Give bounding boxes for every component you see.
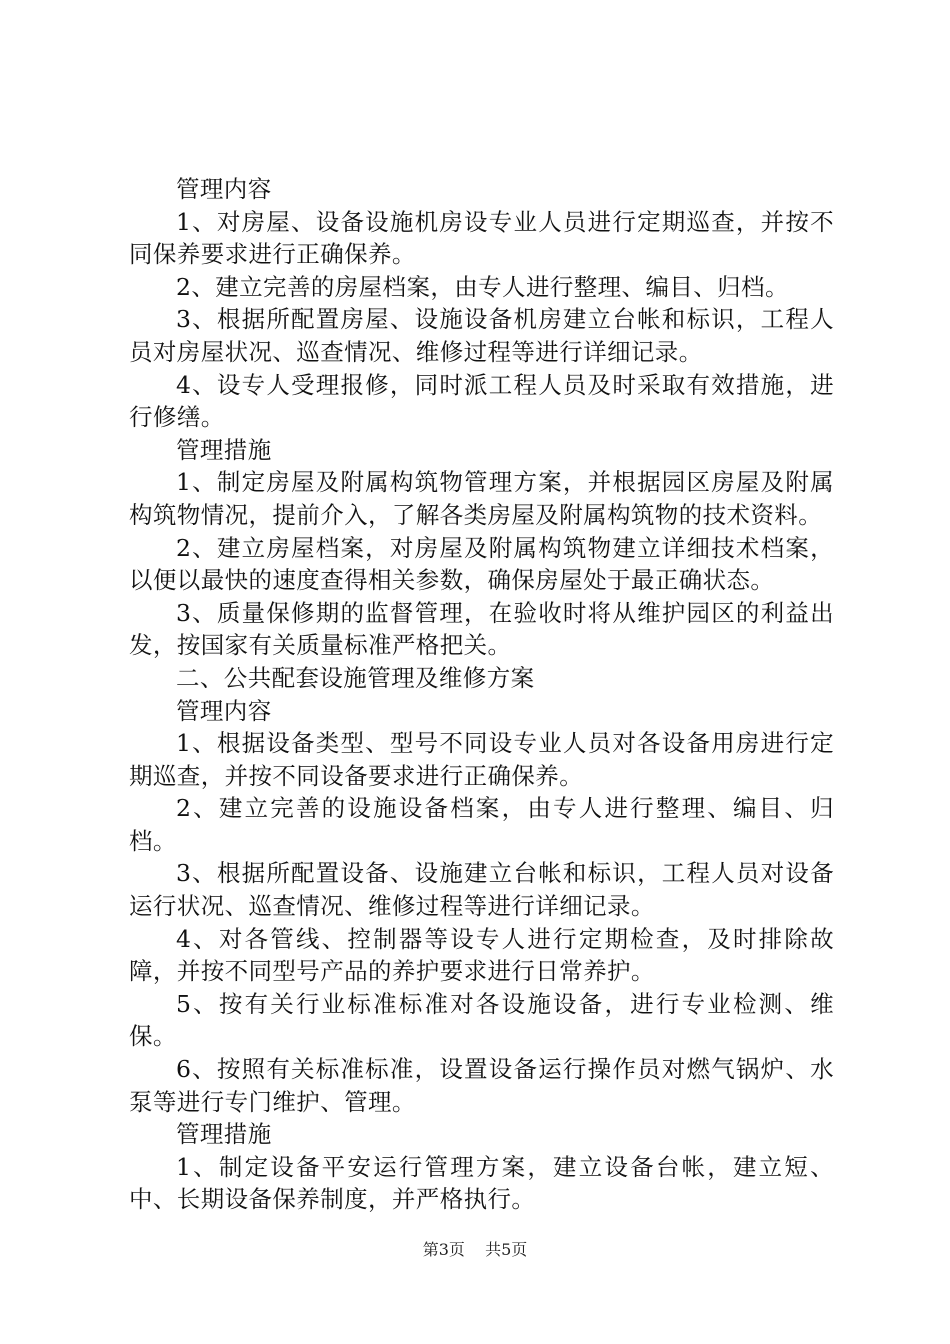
section-heading: 二、公共配套设施管理及维修方案 — [176, 663, 535, 692]
paragraph: 4、设专人受理报修，同时派工程人员及时采取有效措施，进行修缮。 — [129, 370, 834, 432]
paragraph: 2、建立完善的房屋档案，由专人进行整理、编目、归档。 — [176, 272, 789, 301]
page-total: 共5页 — [485, 1240, 528, 1259]
paragraph: 4、对各管线、控制器等设专人进行定期检查，及时排除故障，并按不同型号产品的养护要求进行日常养护。 — [129, 924, 834, 986]
paragraph: 5、按有关行业标准标准对各设施设备，进行专业检测、维保。 — [129, 989, 834, 1051]
page-number: 第3页 — [422, 1240, 465, 1259]
paragraph: 3、质量保修期的监督管理，在验收时将从维护园区的利益出发，按国家有关质量标准严格把关。 — [129, 598, 834, 660]
paragraph: 2、建立完善的设施设备档案，由专人进行整理、编目、归档。 — [129, 794, 834, 855]
paragraph: 2、建立房屋档案，对房屋及附属构筑物建立详细技术档案，以便以最快的速度查得相关参数，确保房屋处于最正确状态。 — [129, 533, 834, 595]
section-heading: 管理内容 — [176, 175, 272, 203]
paragraph: 1、对房屋、设备设施机房设专业人员进行定期巡查，并按不同保养要求进行正确保养。 — [129, 207, 834, 269]
document-body — [129, 173, 834, 1216]
paragraph: 3、根据所配置房屋、设施设备机房建立台帐和标识，工程人员对房屋状况、巡查情况、维修过程等进行详细记录。 — [129, 305, 834, 366]
paragraph: 6、按照有关标准标准，设置设备运行操作员对燃气锅炉、水泵等进行专门维护、管理。 — [129, 1055, 834, 1116]
section-heading: 管理措施 — [176, 435, 272, 464]
page-footer — [0, 1240, 950, 1260]
section-heading: 管理措施 — [176, 1120, 272, 1149]
section-heading: 管理内容 — [176, 696, 272, 725]
paragraph: 1、制定设备平安运行管理方案，建立设备台帐，建立短、中、长期设备保养制度，并严格执行。 — [129, 1152, 834, 1214]
paragraph: 3、根据所配置设备、设施建立台帐和标识，工程人员对设备运行状况、巡查情况、维修过程等进行详细记录。 — [129, 859, 834, 921]
paragraph: 1、制定房屋及附属构筑物管理方案，并根据园区房屋及附属构筑物情况，提前介入，了解各类房屋及附属构筑物的技术资料。 — [129, 468, 834, 529]
paragraph: 1、根据设备类型、型号不同设专业人员对各设备用房进行定期巡查，并按不同设备要求进行正确保养。 — [129, 729, 834, 790]
